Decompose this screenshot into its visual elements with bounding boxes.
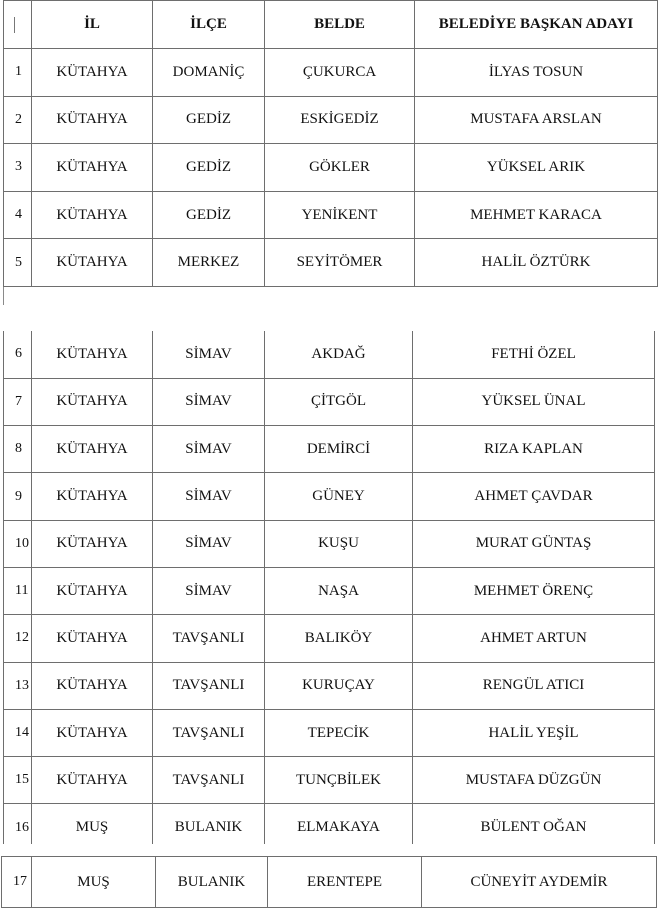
- row-number: 7: [4, 378, 32, 425]
- cell-belde: YENİKENT: [265, 191, 415, 239]
- cell-belde: DEMİRCİ: [265, 426, 413, 473]
- cell-baskan-adayi: AHMET ÇAVDAR: [413, 473, 655, 520]
- cell-ilce: TAVŞANLI: [153, 615, 265, 662]
- table-row: [4, 662, 655, 709]
- header-il: İL: [32, 1, 153, 49]
- cell-il: MUŞ: [32, 804, 153, 851]
- rows-part-1: [4, 49, 658, 287]
- rows-part-2: [4, 331, 655, 851]
- cell-il: KÜTAHYA: [32, 191, 153, 239]
- rows-part-3: [2, 857, 657, 908]
- cell-il: KÜTAHYA: [32, 662, 153, 709]
- candidate-table-part-2: [3, 331, 655, 852]
- cell-baskan-adayi: MURAT GÜNTAŞ: [413, 520, 655, 567]
- table-row: [4, 331, 655, 378]
- row-number: 6: [4, 331, 32, 378]
- candidate-table-part-3: [1, 856, 657, 908]
- cell-belde: ÇUKURCA: [265, 49, 415, 97]
- cell-belde: TUNÇBİLEK: [265, 757, 413, 804]
- cell-ilce: GEDİZ: [153, 144, 265, 192]
- cell-belde: NAŞA: [265, 567, 413, 614]
- cell-ilce: DOMANİÇ: [153, 49, 265, 97]
- page-edge-fragment: [3, 287, 4, 305]
- cell-ilce: TAVŞANLI: [153, 662, 265, 709]
- row-number: 4: [4, 191, 32, 239]
- header-cursor: [4, 1, 32, 49]
- cell-belde: KUŞU: [265, 520, 413, 567]
- table-row: [4, 757, 655, 804]
- row-number: 3: [4, 144, 32, 192]
- row-number: 11: [4, 567, 32, 614]
- row-number: 5: [4, 239, 32, 287]
- cell-il: KÜTAHYA: [32, 49, 153, 97]
- cell-ilce: SİMAV: [153, 473, 265, 520]
- row-number: 13: [4, 662, 32, 709]
- candidate-table-part-1: [3, 0, 658, 287]
- cell-baskan-adayi: FETHİ ÖZEL: [413, 331, 655, 378]
- cell-il: KÜTAHYA: [32, 96, 153, 144]
- cell-ilce: GEDİZ: [153, 96, 265, 144]
- cell-belde: SEYİTÖMER: [265, 239, 415, 287]
- row-number: 8: [4, 426, 32, 473]
- cell-il: KÜTAHYA: [32, 378, 153, 425]
- cell-belde: ÇİTGÖL: [265, 378, 413, 425]
- cell-baskan-adayi: MEHMET ÖRENÇ: [413, 567, 655, 614]
- cell-ilce: SİMAV: [153, 426, 265, 473]
- cell-il: KÜTAHYA: [32, 757, 153, 804]
- row-number: 14: [4, 709, 32, 756]
- cell-belde: ERENTEPE: [268, 857, 422, 908]
- cell-belde: KURUÇAY: [265, 662, 413, 709]
- table-row: [4, 239, 658, 287]
- cell-ilce: SİMAV: [153, 331, 265, 378]
- table-row: [4, 520, 655, 567]
- cell-belde: GÖKLER: [265, 144, 415, 192]
- table-row: [4, 96, 658, 144]
- cell-baskan-adayi: CÜNEYİT AYDEMİR: [422, 857, 657, 908]
- cell-belde: ESKİGEDİZ: [265, 96, 415, 144]
- cell-ilce: BULANIK: [156, 857, 268, 908]
- table-row: [2, 857, 657, 908]
- header-baskan-adayi: BELEDİYE BAŞKAN ADAYI: [415, 1, 658, 49]
- row-number: 9: [4, 473, 32, 520]
- cell-il: KÜTAHYA: [32, 615, 153, 662]
- table-row: [4, 378, 655, 425]
- cell-il: KÜTAHYA: [32, 144, 153, 192]
- table-row: [4, 473, 655, 520]
- cell-il: KÜTAHYA: [32, 239, 153, 287]
- row-number: 2: [4, 96, 32, 144]
- cell-il: KÜTAHYA: [32, 426, 153, 473]
- cell-baskan-adayi: RENGÜL ATICI: [413, 662, 655, 709]
- table-row: [4, 191, 658, 239]
- cell-ilce: GEDİZ: [153, 191, 265, 239]
- cell-ilce: MERKEZ: [153, 239, 265, 287]
- cell-belde: TEPECİK: [265, 709, 413, 756]
- cell-baskan-adayi: İLYAS TOSUN: [415, 49, 658, 97]
- cell-il: KÜTAHYA: [32, 567, 153, 614]
- cell-baskan-adayi: AHMET ARTUN: [413, 615, 655, 662]
- cell-il: KÜTAHYA: [32, 520, 153, 567]
- row-number: 10: [4, 520, 32, 567]
- cell-ilce: TAVŞANLI: [153, 757, 265, 804]
- cell-ilce: SİMAV: [153, 567, 265, 614]
- cell-baskan-adayi: MUSTAFA ARSLAN: [415, 96, 658, 144]
- table-row: [4, 144, 658, 192]
- row-number: 17: [2, 857, 32, 908]
- row-number: 1: [4, 49, 32, 97]
- cell-belde: BALIKÖY: [265, 615, 413, 662]
- cell-baskan-adayi: HALİL YEŞİL: [413, 709, 655, 756]
- cell-ilce: SİMAV: [153, 378, 265, 425]
- row-number: 15: [4, 757, 32, 804]
- header-belde: BELDE: [265, 1, 415, 49]
- cell-baskan-adayi: MEHMET KARACA: [415, 191, 658, 239]
- cell-il: MUŞ: [32, 857, 156, 908]
- cell-baskan-adayi: BÜLENT OĞAN: [413, 804, 655, 851]
- cell-baskan-adayi: HALİL ÖZTÜRK: [415, 239, 658, 287]
- table-row: [4, 567, 655, 614]
- cell-baskan-adayi: RIZA KAPLAN: [413, 426, 655, 473]
- header-ilce: İLÇE: [153, 1, 265, 49]
- cell-baskan-adayi: MUSTAFA DÜZGÜN: [413, 757, 655, 804]
- cell-belde: AKDAĞ: [265, 331, 413, 378]
- cell-il: KÜTAHYA: [32, 331, 153, 378]
- cell-baskan-adayi: YÜKSEL ÜNAL: [413, 378, 655, 425]
- table-row: [4, 426, 655, 473]
- cell-baskan-adayi: YÜKSEL ARIK: [415, 144, 658, 192]
- row-number: 12: [4, 615, 32, 662]
- cell-ilce: BULANIK: [153, 804, 265, 851]
- row-number: 16: [4, 804, 32, 851]
- header-row: [4, 1, 658, 49]
- cell-il: KÜTAHYA: [32, 709, 153, 756]
- table-row: [4, 615, 655, 662]
- cell-il: KÜTAHYA: [32, 473, 153, 520]
- cell-ilce: TAVŞANLI: [153, 709, 265, 756]
- cell-ilce: SİMAV: [153, 520, 265, 567]
- cell-belde: ELMAKAYA: [265, 804, 413, 851]
- cell-belde: GÜNEY: [265, 473, 413, 520]
- table-row: [4, 709, 655, 756]
- table-row: [4, 49, 658, 97]
